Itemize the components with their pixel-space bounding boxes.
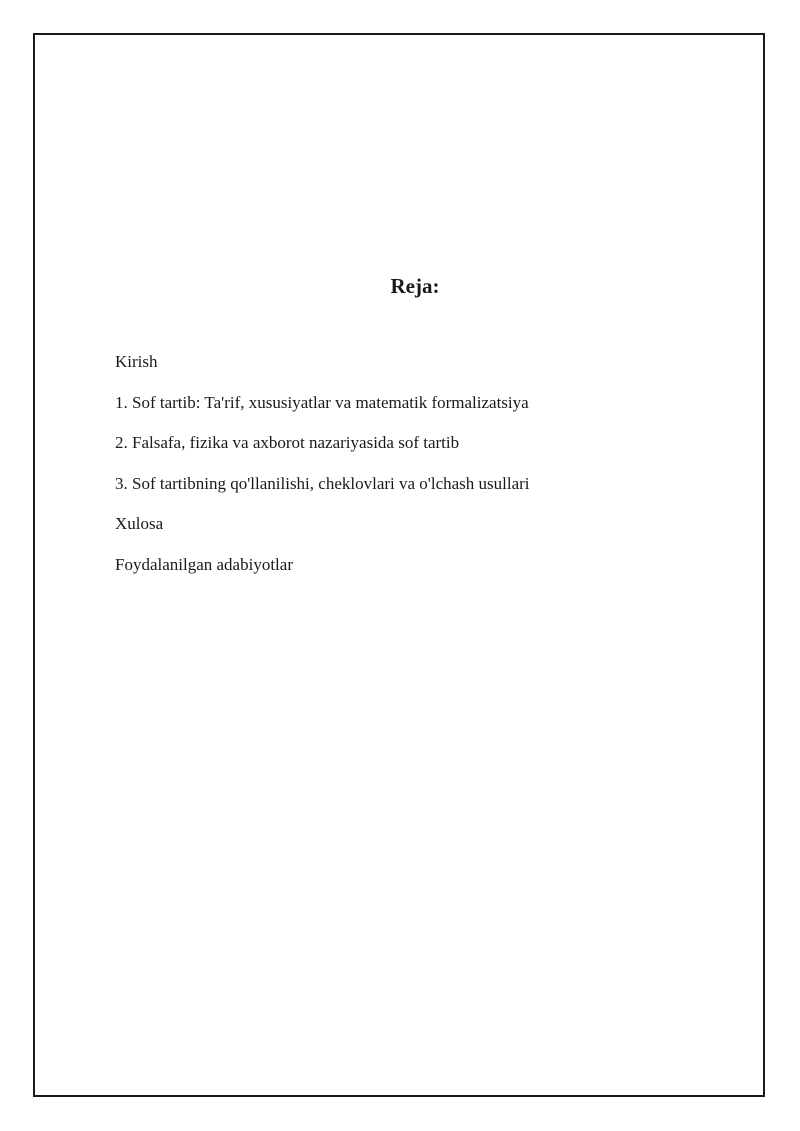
plan-item-chapter-1: 1. Sof tartib: Ta'rif, xususiyatlar va matematik formalizatsiya [115,392,529,412]
plan-list [115,348,530,591]
plan-title: Reja: [390,274,440,298]
plan-item-introduction: Kirish [115,352,158,371]
plan-item-chapter-2: 2. Falsafa, fizika va axborot nazariyasida sof tartib [115,433,460,452]
plan-item-references: Foydalanilgan adabiyotlar [115,554,293,574]
plan-item-conclusion: Xulosa [115,514,164,533]
plan-item-chapter-3: 3. Sof tartibning qo'llanilishi, cheklovlari va o'lchash usullari [115,473,530,493]
